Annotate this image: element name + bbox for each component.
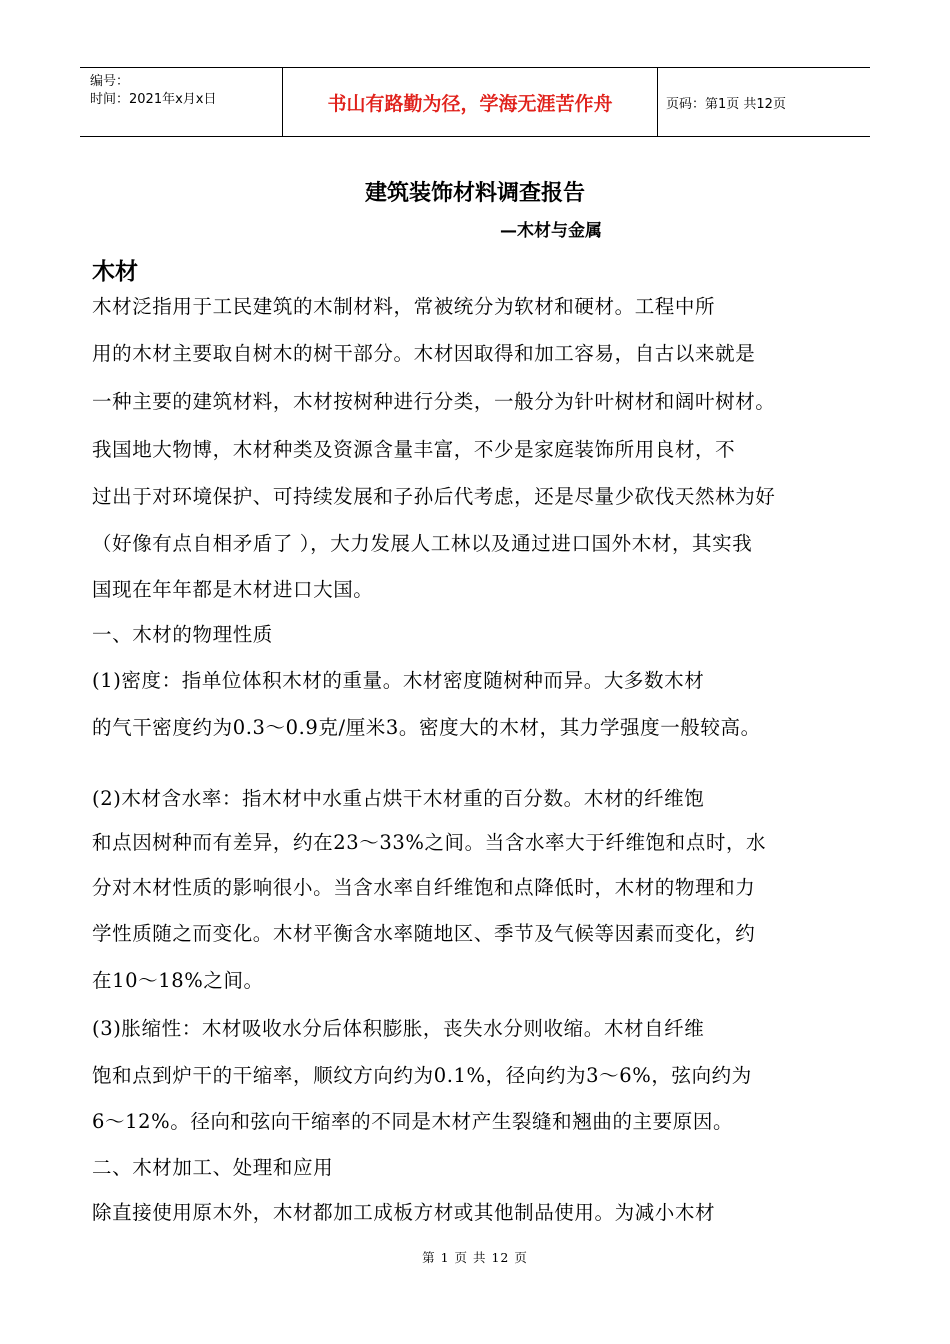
page-header — [80, 67, 870, 137]
body-line: 饱和点到炉干的干缩率，顺纹方向约为0.1%，径向约为3～6%，弦向约为 — [92, 1064, 752, 1087]
header-page-info: 页码：第1页 共12页 — [666, 96, 786, 112]
body-line: 一、木材的物理性质 — [92, 623, 273, 646]
body-line: （好像有点自相矛盾了 ），大力发展人工林以及通过进口国外木材，其实我 — [92, 532, 753, 555]
body-line: (3)胀缩性：木材吸收水分后体积膨胀，丧失水分则收缩。木材自纤维 — [92, 1017, 705, 1040]
body-line: 和点因树种而有差异，约在23～33%之间。当含水率大于纤维饱和点时，水 — [92, 831, 767, 854]
body-line: 用的木材主要取自树木的树干部分。木材因取得和加工容易，自古以来就是 — [92, 342, 756, 365]
document-title: 建筑装饰材料调查报告 — [364, 181, 585, 206]
body-line: 国现在年年都是木材进口大国。 — [92, 578, 374, 601]
body-line: 6～12%。径向和弦向干缩率的不同是木材产生裂缝和翘曲的主要原因。 — [92, 1110, 734, 1133]
header-motto: 书山有路勤为径，学海无涯苦作舟 — [282, 68, 658, 136]
section-heading: 木材 — [92, 259, 138, 285]
body-line: 木材泛指用于工民建筑的木制材料，常被统分为软材和硬材。工程中所 — [92, 295, 716, 318]
body-line: 二、木材加工、处理和应用 — [92, 1156, 334, 1179]
page-footer: 第 1 页 共 12 页 — [422, 1250, 528, 1265]
body-line: (2)木材含水率：指木材中水重占烘干木材重的百分数。木材的纤维饱 — [92, 787, 705, 810]
body-line: (1)密度：指单位体积木材的重量。木材密度随树种而异。大多数木材 — [92, 669, 705, 692]
body-line: 过出于对环境保护、可持续发展和子孙后代考虑，还是尽量少砍伐天然林为好 — [92, 485, 776, 508]
body-line: 在10～18%之间。 — [92, 969, 264, 992]
code-label: 编号： — [90, 74, 130, 89]
body-line: 的气干密度约为0.3～0.9克/厘米3。密度大的木材，其力学强度一般较高。 — [92, 716, 761, 739]
time-label: 时间：2021年x月x日 — [90, 92, 217, 107]
body-line: 除直接使用原木外，木材都加工成板方材或其他制品使用。为减小木材 — [92, 1201, 716, 1224]
body-line: 我国地大物博，木材种类及资源含量丰富，不少是家庭装饰所用良材，不 — [92, 438, 736, 461]
body-line: 学性质随之而变化。木材平衡含水率随地区、季节及气候等因素而变化，约 — [92, 922, 756, 945]
body-line: 分对木材性质的影响很小。当含水率自纤维饱和点降低时，木材的物理和力 — [92, 876, 756, 899]
body-line: 一种主要的建筑材料，木材按树种进行分类，一般分为针叶树材和阔叶树材。 — [92, 390, 776, 413]
header-meta — [80, 68, 282, 136]
document-subtitle: —木材与金属 — [500, 221, 602, 241]
